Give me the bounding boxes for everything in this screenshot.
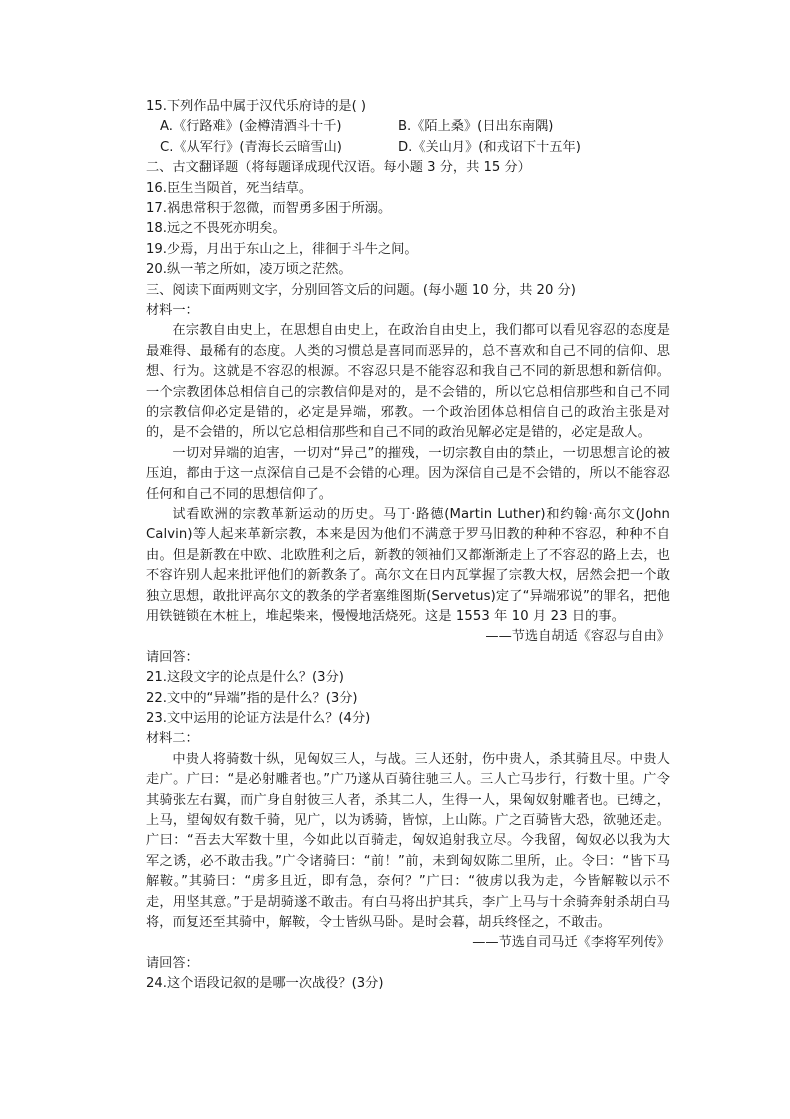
question-23: 23.文中运用的论证方法是什么？(4分) xyxy=(146,710,371,726)
option-a: A.《行路难》(金樽清酒斗十千) xyxy=(160,119,342,135)
section-2-heading: 二、古文翻译题（将每题译成现代汉语。每小题 3 分，共 15 分） xyxy=(146,160,531,176)
material-2-label: 材料二： xyxy=(146,731,199,747)
option-d: D.《关山月》(和戎诏下十五年) xyxy=(398,139,581,155)
material-1-paragraph-1: 在宗教自由史上，在思想自由史上，在政治自由史上，我们都可以看见容忍的态度是最难得、最稀有的态度。人类的习惯总是喜同而恶异的，总不喜欢和自己不同的信仰、思想、行为。这就是不容忍的根源。不容忍只是不能容忍和我自己不同的新思想和新信仰。一个宗教团体总相信自己的宗教信仰是对的，是不会错的，所以它总相信那些和自己不同的宗教信仰必定是错的，必定是异端，邪教。一个政治团体总相信自己的政治主张是对的，是不会错的，所以它总相信那些和自己不同的政治见解必定是错的，必定是敌人。 xyxy=(146,323,670,441)
material-1-label: 材料一： xyxy=(146,302,199,318)
material-2-paragraph: 中贵人将骑数十纵，见匈奴三人，与战。三人还射，伤中贵人，杀其骑且尽。中贵人走广。广曰：“是必射雕者也。”广乃遂从百骑往驰三人。三人亡马步行，行数十里。广令其骑张左右翼，而广身自射彼三人者，杀其二人，生得一人，果匈奴射雕者也。已缚之，上马，望匈奴有数千骑，见广，以为诱骑，皆惊，上山陈。广之百骑皆大恐，欲驰还走。广曰：“吾去大军数十里，今如此以百骑走，匈奴追射我立尽。今我留，匈奴必以我为大军之诱，必不敢击我。”广令诸骑曰：“前！”前，未到匈奴陈二里所，止。令曰：“皆下马解鞍。”其骑曰：“虏多且近，即有急，奈何？”广曰：“彼虏以我为走，今皆解鞍以示不走，用坚其意。”于是胡骑遂不敢击。有白马将出护其兵，李广上马与十余骑奔射杀胡白马将，而复还至其骑中，解鞍，令士皆纵马卧。是时会暮，胡兵终怪之，不敢击。 xyxy=(146,751,670,930)
question-19: 19.少焉，月出于东山之上，徘徊于斗牛之间。 xyxy=(146,241,418,257)
material-1-source: ——节选自胡适《容忍与自由》 xyxy=(485,629,670,645)
material-1-paragraph-2: 一切对异端的迫害，一切对“异己”的摧残，一切宗教自由的禁止，一切思想言论的被压迫，都由于这一点深信自己是不会错的心理。因为深信自己是不会错的，所以不能容忍任何和自己不同的思想信仰了。 xyxy=(146,445,670,502)
question-15-options-row-2 xyxy=(146,138,670,158)
question-20: 20.纵一苇之所如，凌万顷之茫然。 xyxy=(146,262,352,278)
question-17: 17.祸患常积于忽微，而智勇多困于所溺。 xyxy=(146,200,392,216)
question-21: 21.这段文字的论点是什么？(3分) xyxy=(146,670,344,686)
section-3-heading: 三、阅读下面两则文字，分别回答文后的问题。(每小题 10 分，共 20 分) xyxy=(146,282,576,298)
material-2-source: ——节选自司马迁《李将军列传》 xyxy=(472,935,670,951)
material-1-prompt: 请回答： xyxy=(146,649,199,665)
material-2-prompt: 请回答： xyxy=(146,955,199,971)
option-b: B.《陌上桑》(日出东南隅) xyxy=(398,119,554,135)
question-22: 22.文中的“异端”指的是什么？(3分) xyxy=(146,690,358,706)
page-content xyxy=(146,97,670,995)
option-c: C.《从军行》(青海长云暗雪山) xyxy=(160,139,342,155)
material-1-paragraph-3: 试看欧洲的宗教革新运动的历史。马丁·路德(Martin Luther)和约翰·高尔文(John Calvin)等人起来革新宗教，本来是因为他们不满意于罗马旧教的种种不容忍，种种不自由。但是新教在中欧、北欧胜利之后，新教的领袖们又都渐渐走上了不容忍的路上去，也不容许别人起来批评他们的新教条了。高尔文在日内瓦掌握了宗教大权，居然会把一个敢独立思想，敢批评高尔文的教条的学者塞维图斯(Servetus)定了“异端邪说”的罪名，把他用铁链锁在木桩上，堆起柴来，慢慢地活烧死。这是 1553 年 10 月 23 日的事。 xyxy=(146,506,670,624)
question-24: 24.这个语段记叙的是哪一次战役？(3分) xyxy=(146,976,384,992)
question-15-options-row-1 xyxy=(146,117,670,137)
question-16: 16.臣生当陨首，死当结草。 xyxy=(146,180,313,196)
question-18: 18.远之不畏死亦明矣。 xyxy=(146,221,286,237)
question-15-stem: 15.下列作品中属于汉代乐府诗的是( ) xyxy=(146,99,367,114)
